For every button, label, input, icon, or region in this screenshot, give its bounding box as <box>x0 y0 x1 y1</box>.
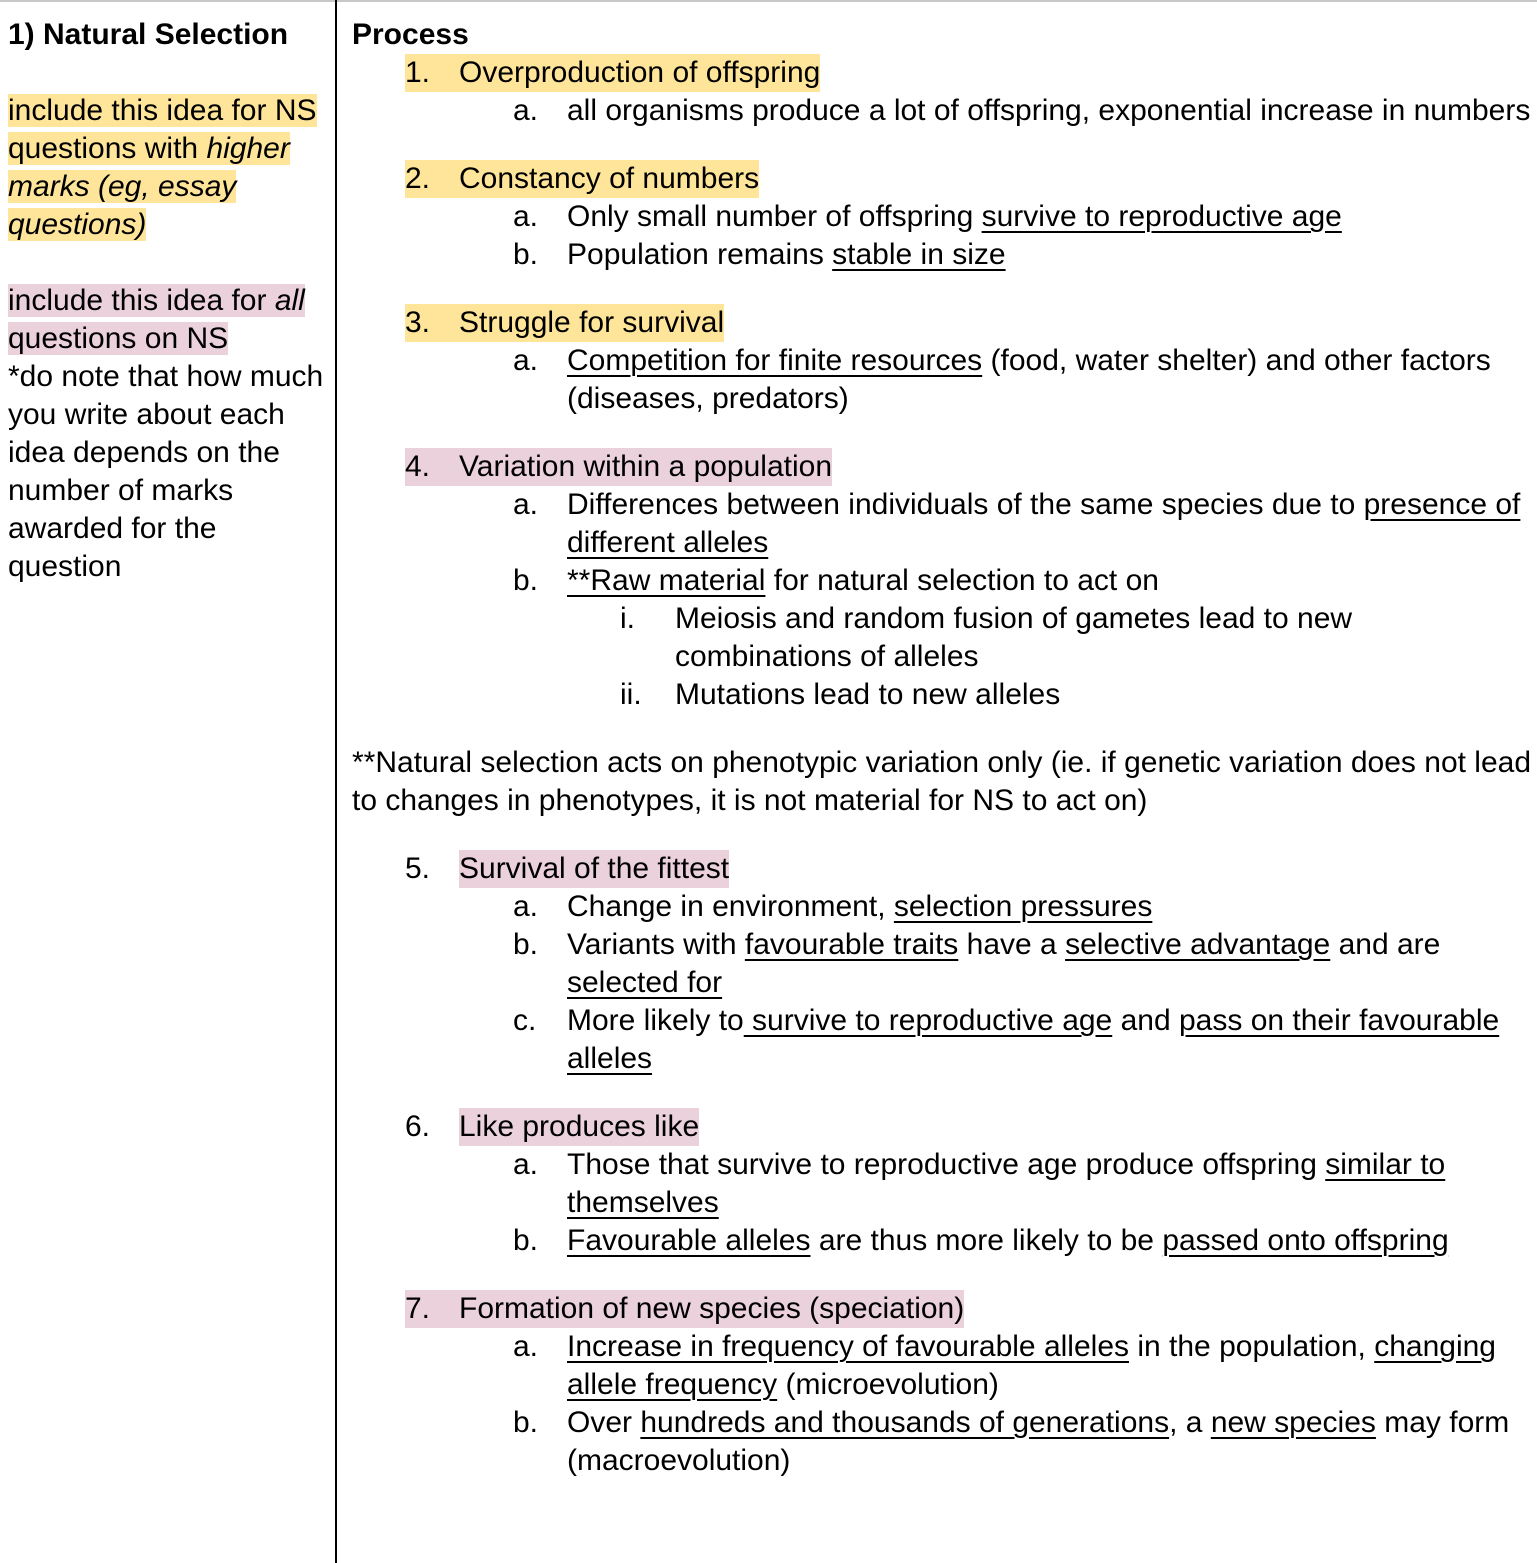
section-heading: 1) Natural Selection <box>8 18 289 51</box>
point-1-a: a. all organisms produce a lot of offspring, exponential increase in numbers <box>513 94 1531 127</box>
point-5-label: Survival of the fittest <box>459 850 729 888</box>
process-title: Process <box>352 18 469 51</box>
point-7 <box>405 1290 1532 1328</box>
point-7-b: b. Over hundreds and thousands of generations, a new species may form (macroevolution) <box>513 1406 1510 1477</box>
point-7-a: a. Increase in frequency of favourable alleles in the population, changing allele frequency (microevolution) <box>513 1330 1496 1401</box>
point-2-a: a. Only small number of offspring survive to reproductive age <box>513 200 1342 233</box>
note-higher-marks-text: include this idea for NS questions with higher marks (eg, essay questions) <box>8 94 317 241</box>
point-6-b: b. Favourable alleles are thus more likely to be passed onto offspring <box>513 1224 1449 1257</box>
point-5: 5. Survival of the fittest <box>405 850 1532 888</box>
point-4-b-ii: ii. Mutations lead to new alleles <box>620 678 1061 711</box>
point-4-b: b. **Raw material for natural selection to act on <box>513 564 1159 597</box>
point-5-a: a. Change in environment, selection pressures <box>513 890 1153 923</box>
point-4-highlight: 4. Variation within a population <box>405 448 832 486</box>
point-4-a: a. Differences between individuals of the same species due to presence of different alleles <box>513 488 1521 559</box>
point-4 <box>405 448 1532 486</box>
process-column <box>352 16 1532 1480</box>
point-3 <box>405 304 1532 342</box>
note-marks: *do note that how much you write about each idea depends on the number of marks awarded for the question <box>8 360 324 583</box>
point-4-b-i: i. Meiosis and random fusion of gametes lead to new combinations of alleles <box>620 602 1353 673</box>
point-3-highlight: 3. Struggle for survival <box>405 304 724 342</box>
left-column <box>8 16 328 586</box>
column-divider <box>335 0 337 1563</box>
point-3-a: a. Competition for finite resources (food, water shelter) and other factors (diseases, predators) <box>513 344 1491 415</box>
note-all-questions <box>8 282 328 358</box>
point-1-highlight: 1. Overproduction of offspring <box>405 54 820 92</box>
point-2-b: b. Population remains stable in size <box>513 238 1006 271</box>
point-2 <box>405 160 1532 198</box>
point-6: 6. Like produces like <box>405 1108 1532 1146</box>
point-1 <box>405 54 1532 92</box>
footnote: **Natural selection acts on phenotypic variation only (ie. if genetic variation does not lead to changes in phenotypes, it is not material for NS to act on) <box>352 746 1532 817</box>
point-7-highlight: 7. Formation of new species (speciation) <box>405 1290 964 1328</box>
note-all-questions-text: include this idea for all questions on NS <box>8 284 305 355</box>
point-2-highlight: 2. Constancy of numbers <box>405 160 759 198</box>
top-border <box>0 0 1537 2</box>
point-5-b: b. Variants with favourable traits have a selective advantage and are selected for <box>513 928 1441 999</box>
point-5-c: c. More likely to survive to reproductive age and pass on their favourable alleles <box>513 1004 1500 1075</box>
point-6-label: Like produces like <box>459 1108 699 1146</box>
note-higher-marks <box>8 92 328 244</box>
point-6-a: a. Those that survive to reproductive age produce offspring similar to themselves <box>513 1148 1446 1219</box>
